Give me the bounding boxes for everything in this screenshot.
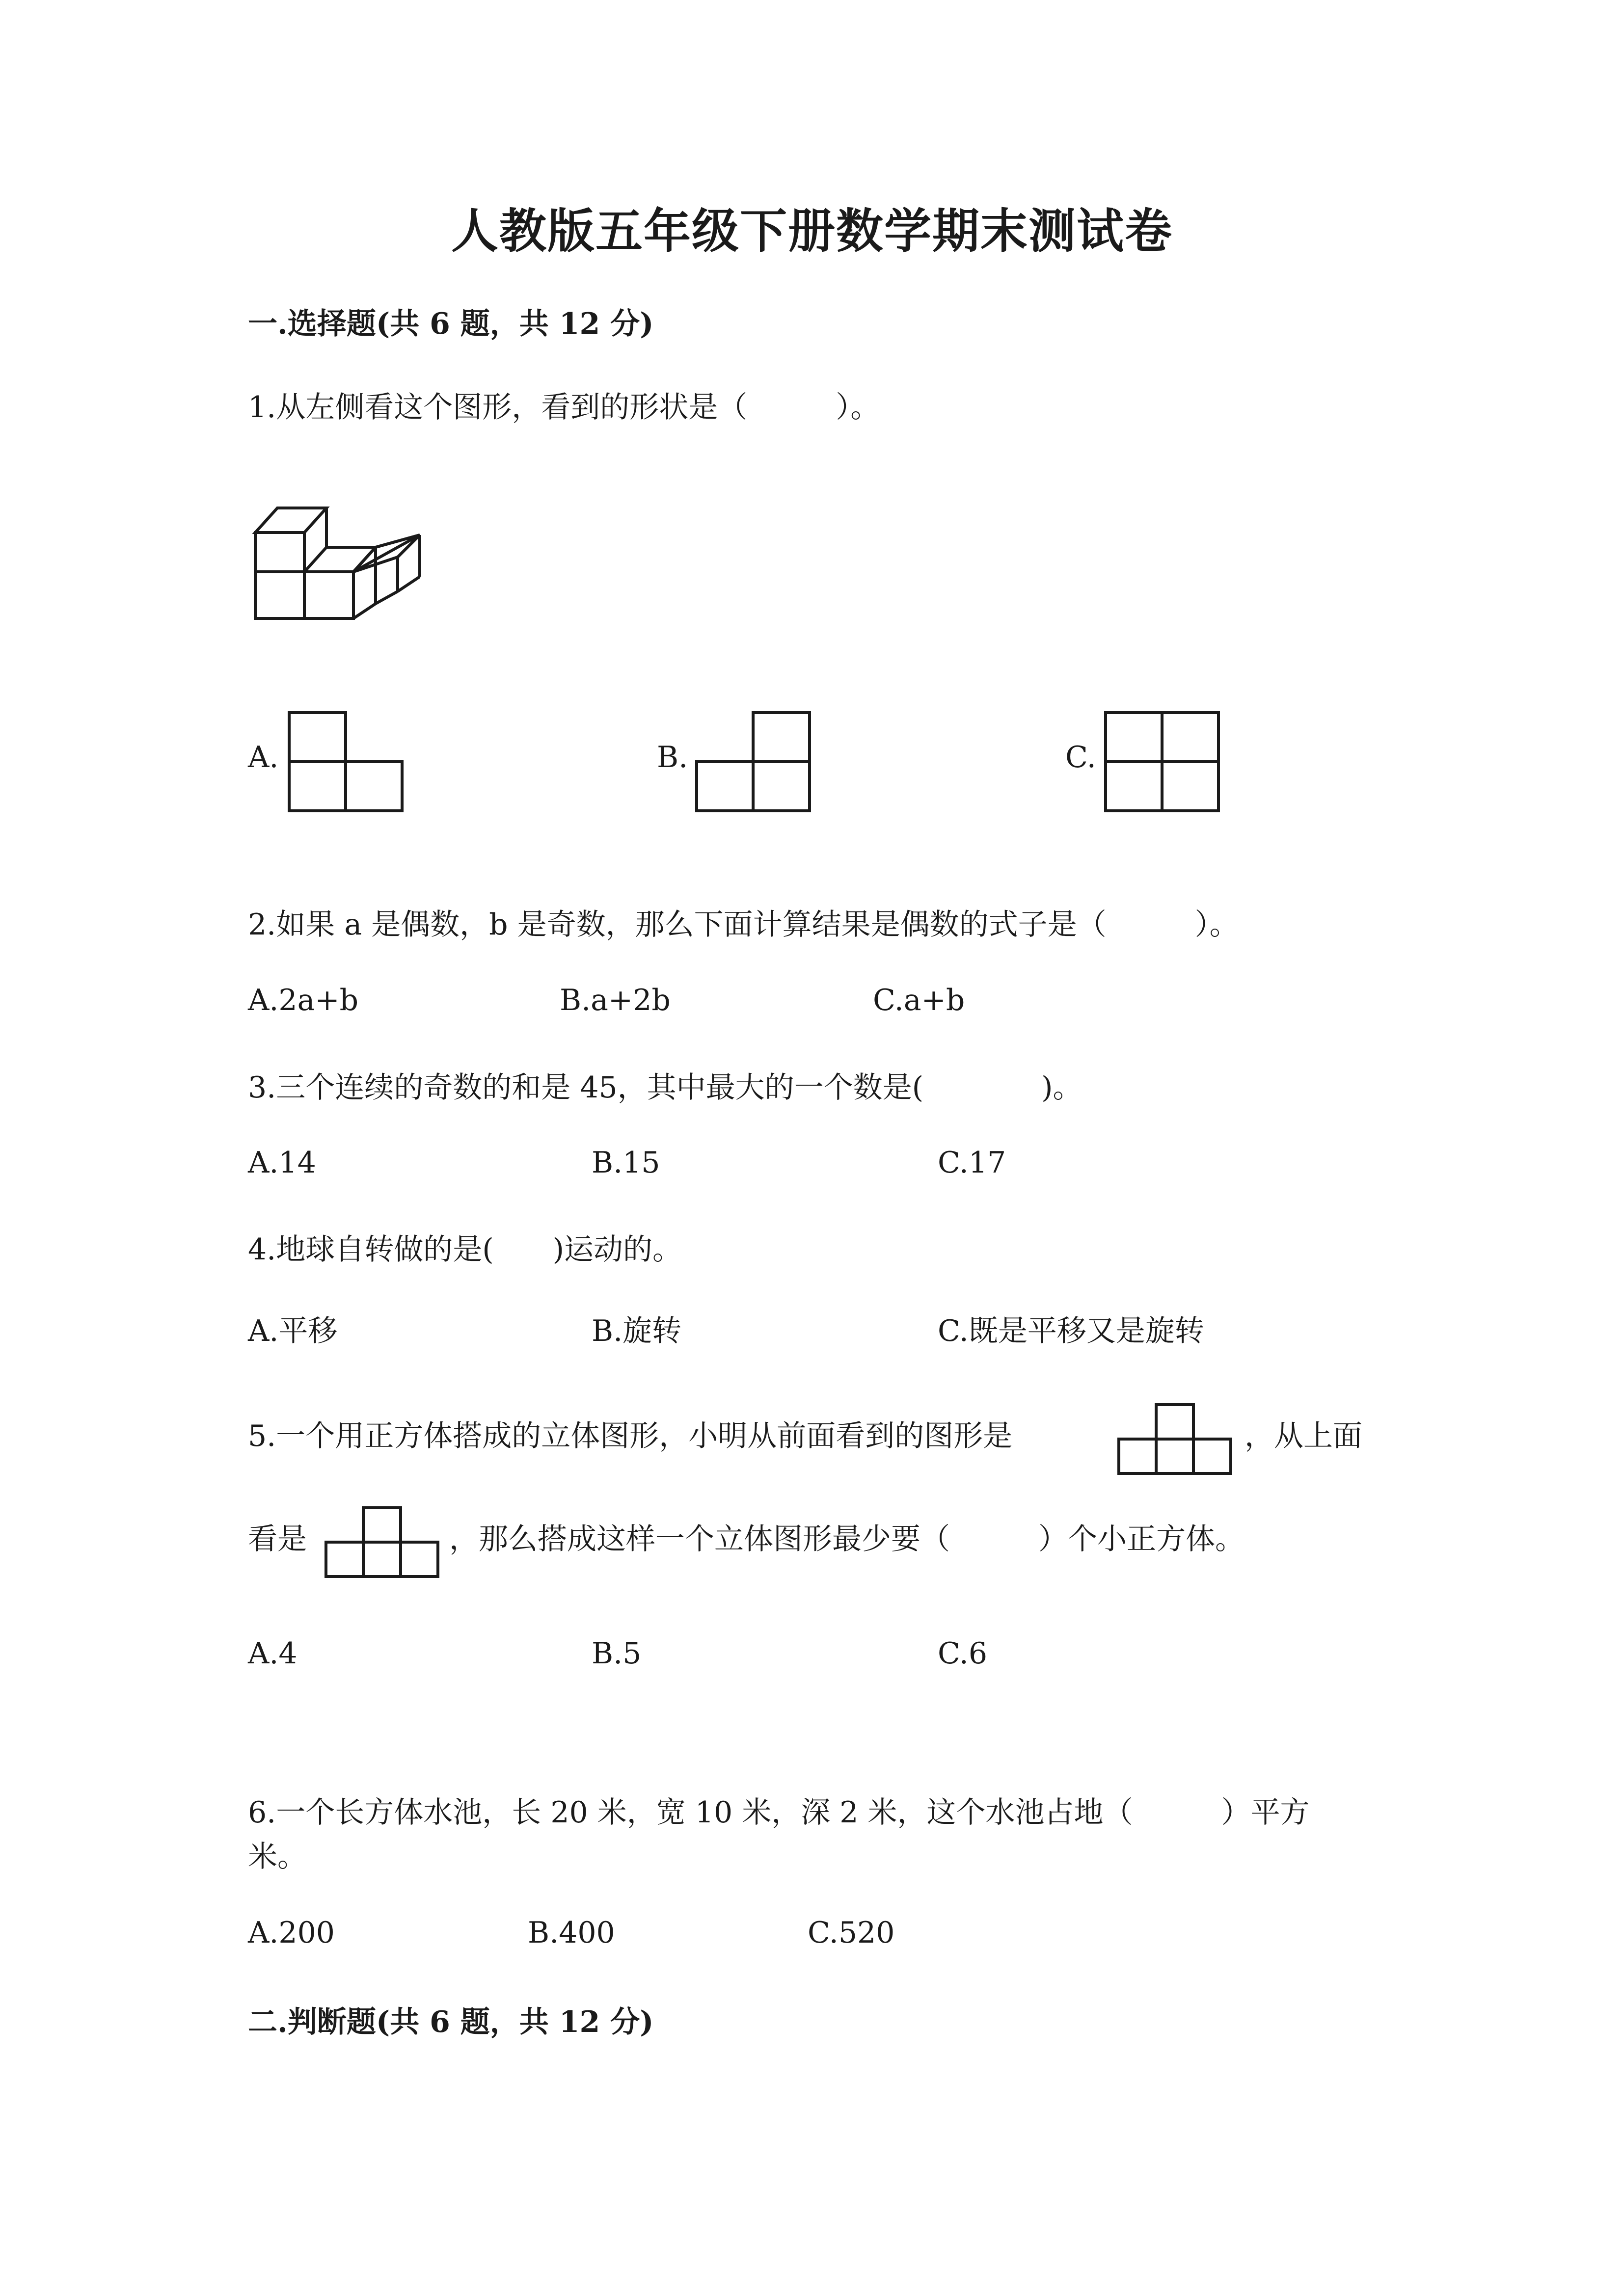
q6-option-b: B.400: [528, 1916, 615, 1950]
question-4-text: 4.地球自转做的是( )运动的。: [248, 1232, 682, 1267]
question-5-text-part2: ，从上面: [1245, 1419, 1362, 1453]
q6-option-c: C.520: [808, 1916, 895, 1950]
q1-option-c-label: C.: [1065, 740, 1096, 774]
q1-option-c-figure: [1104, 711, 1221, 814]
question-5-text-part3: 看是: [248, 1522, 307, 1556]
q3-option-c: C.17: [938, 1146, 1006, 1180]
page-title: 人教版五年级下册数学期末测试卷: [451, 203, 1173, 259]
q1-option-b-label: B.: [657, 740, 688, 774]
q1-option-a-label: A.: [248, 740, 279, 774]
q2-option-c: C.a+b: [873, 983, 965, 1017]
q1-option-b-figure: [695, 711, 812, 814]
q5-top-view-figure: [324, 1506, 442, 1579]
question-5-text-part1: 5.一个用正方体搭成的立体图形，小明从前面看到的图形是: [248, 1419, 1013, 1453]
question-6-text-line2: 米。: [248, 1840, 307, 1874]
question-5-text-part4: ，那么搭成这样一个立体图形最少要（ ）个小正方体。: [449, 1522, 1245, 1556]
q5-option-a: A.4: [248, 1636, 298, 1671]
question-1-text: 1.从左侧看这个图形，看到的形状是（ ）。: [248, 390, 880, 425]
q1-option-a-figure: [287, 711, 405, 814]
question-3-text: 3.三个连续的奇数的和是 45，其中最大的一个数是( )。: [248, 1070, 1083, 1105]
q2-option-a: A.2a+b: [248, 983, 359, 1017]
section-heading-judgement: 二.判断题(共 6 题，共 12 分): [248, 2005, 654, 2039]
q4-option-a: A.平移: [248, 1314, 338, 1348]
q4-option-b: B.旋转: [592, 1314, 682, 1348]
q5-front-view-figure: [1117, 1403, 1235, 1476]
q3-option-a: A.14: [248, 1146, 316, 1180]
section-heading-choice: 一.选择题(共 6 题，共 12 分): [248, 307, 654, 341]
q2-option-b: B.a+2b: [560, 983, 671, 1017]
question-2-text: 2.如果 a 是偶数，b 是奇数，那么下面计算结果是偶数的式子是（ ）。: [248, 908, 1239, 942]
q3-option-b: B.15: [592, 1146, 660, 1180]
q5-option-b: B.5: [592, 1636, 642, 1671]
question-6-text-line1: 6.一个长方体水池，长 20 米，宽 10 米，深 2 米，这个水池占地（ ）平方: [248, 1795, 1310, 1830]
q5-option-c: C.6: [938, 1636, 988, 1671]
q6-option-a: A.200: [248, 1916, 335, 1950]
q4-option-c: C.既是平移又是旋转: [938, 1314, 1204, 1348]
q1-solid-figure: [245, 496, 432, 633]
